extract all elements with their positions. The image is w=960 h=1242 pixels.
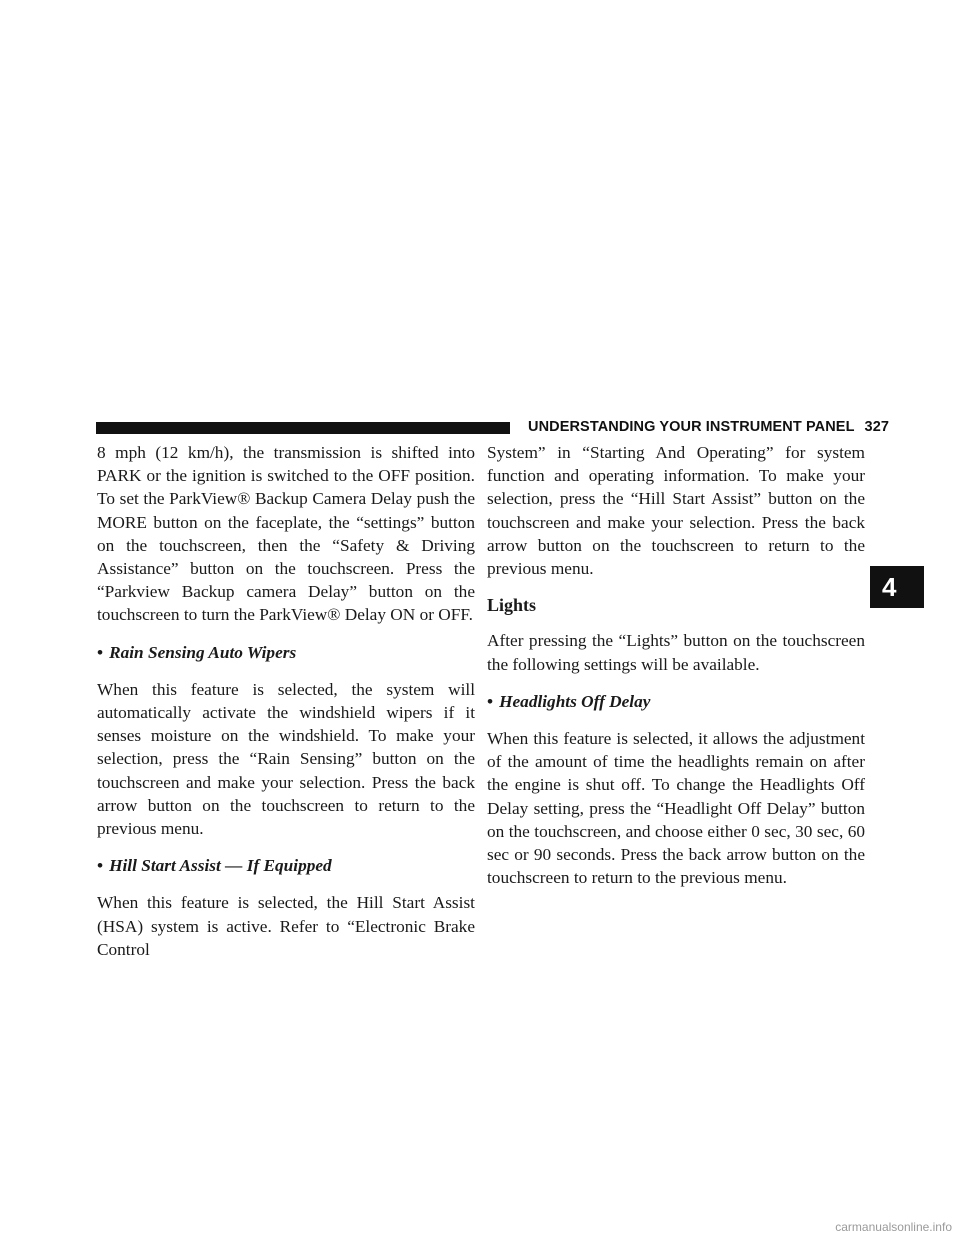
bullet-label: Rain Sensing Auto Wipers bbox=[109, 642, 297, 662]
bullet-item bbox=[487, 690, 865, 713]
paragraph: When this feature is selected, the Hill Start Assist (HSA) system is active. Refer to “Electronic Brake Control bbox=[97, 893, 475, 959]
paragraph: When this feature is selected, it allows the adjustment of the amount of time the headlights remain on after the engine is shut off. To change the Headlights Off Delay setting, press the “Headlight Off Delay” button on the touchscreen, and choose either 0 sec, 30 sec, 60 sec or 90 seconds. Press the back arrow button on the touchscreen to return to the previous menu. bbox=[487, 729, 865, 888]
paragraph: When this feature is selected, the system will automatically activate the windshield wipers if it senses moisture on the windshield. To make your selection, press the “Rain Sensing” button on the touchscreen and make your selection. Press the back arrow button on the touchscreen to return to the previous menu. bbox=[97, 679, 475, 839]
right-column bbox=[487, 441, 865, 903]
running-header bbox=[528, 419, 889, 435]
bullet-label: Hill Start Assist — If Equipped bbox=[109, 856, 332, 876]
page-number: 327 bbox=[864, 419, 890, 435]
paragraph: System” in “Starting And Operating” for system function and operating information. To make your selection, press the “Hill Start Assist” button on the touchscreen and make your selection. Press the back arrow button on the touchscreen to return to the previous menu. bbox=[487, 443, 865, 579]
bullet-item bbox=[97, 641, 475, 664]
left-column bbox=[97, 441, 475, 975]
watermark: carmanualsonline.info bbox=[835, 1220, 952, 1234]
bullet-icon: • bbox=[97, 856, 104, 876]
bullet-label: Headlights Off Delay bbox=[499, 691, 651, 711]
section-heading: Lights bbox=[487, 595, 537, 616]
bullet-item bbox=[97, 854, 475, 877]
bullet-icon: • bbox=[487, 691, 494, 711]
header-title: UNDERSTANDING YOUR INSTRUMENT PANEL bbox=[528, 419, 855, 435]
chapter-tab: 4 bbox=[870, 566, 924, 608]
paragraph: After pressing the “Lights” button on the touchscreen the following settings will be available. bbox=[487, 631, 865, 674]
bullet-icon: • bbox=[97, 642, 104, 662]
header-rule bbox=[96, 422, 510, 434]
paragraph: 8 mph (12 km/h), the transmission is shifted into PARK or the ignition is switched to the OFF position. To set the ParkView® Backup Camera Delay push the MORE button on the faceplate, the “settings” button on the touchscreen, then the “Safety & Driving Assistance” button on the touchscreen. Press the “Parkview Backup camera Delay” button on the touchscreen to turn the ParkView® Delay ON or OFF. bbox=[97, 443, 475, 625]
